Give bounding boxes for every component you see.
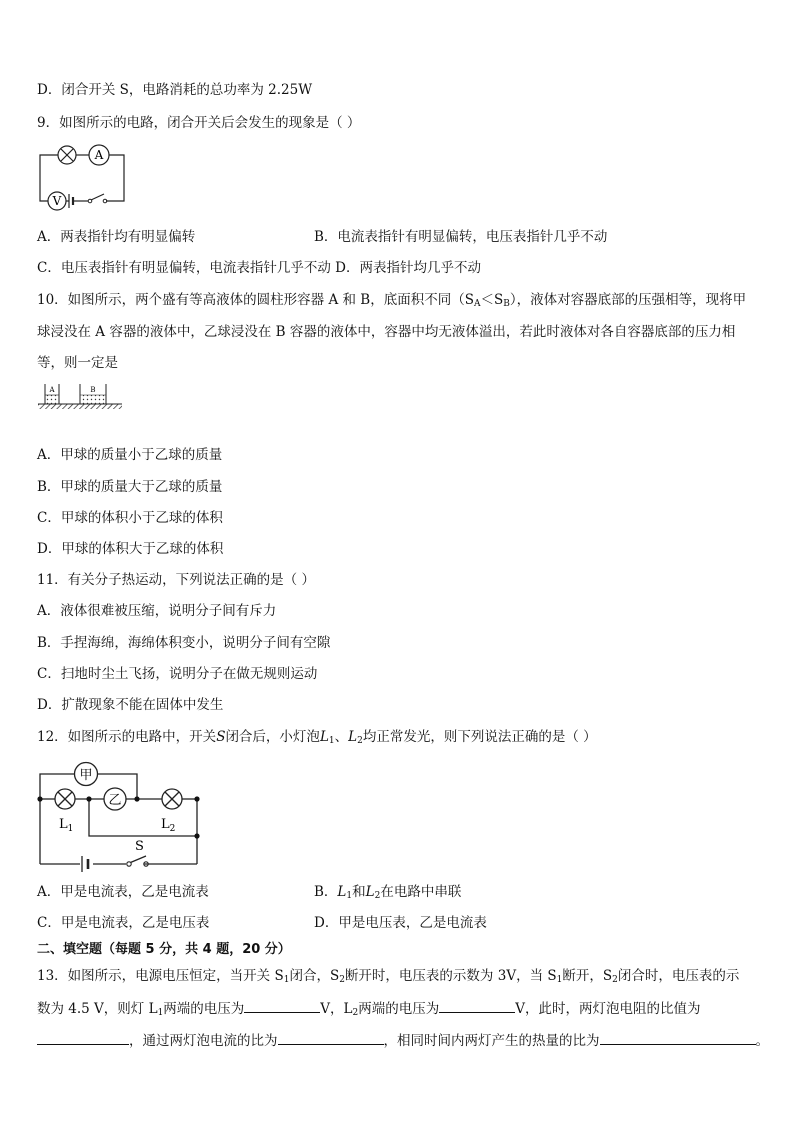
q9-option-a: A．两表指针均有明显偏转 [37,229,196,245]
q9-battery-icon [66,194,88,208]
q13-blank-heat-ratio[interactable] [600,1030,756,1045]
q12-lamp-l2-icon [162,789,182,809]
q11-option-c: C．扫地时尘土飞扬，说明分子在做无规则运动 [37,666,318,682]
q9-option-b: B．电流表指针有明显偏转，电压表指针几乎不动 [314,229,608,245]
q11-stem: 11．有关分子热运动，下列说法正确的是（ ） [37,572,315,588]
q11-option-a: A．液体很难被压缩，说明分子间有斥力 [37,603,277,619]
q13-blank-l2-voltage[interactable] [439,998,515,1013]
q11-option-d: D．扩散现象不能在固体中发生 [37,697,224,713]
q10-label-a: A [49,386,55,394]
q9-voltmeter-label: V [52,194,62,208]
q9-ammeter-label: A [94,148,104,162]
q13-blank-current-ratio[interactable] [278,1030,384,1045]
q10-label-b: B [90,386,96,394]
q9-ammeter-icon [89,145,109,165]
q10-stem-line3: 等，则一定是 [37,355,118,371]
q13-line2: 数为 4.5 V，则灯 $L_1$两端的电压为 V，$L_2$两端的电压为 V，此时，两灯泡电阻的比值为 [37,998,701,1023]
q12-lamp-l2-label: $L_2$ [161,817,176,834]
q12-switch-label: S [135,839,144,854]
q12-meter-jia-label: 甲 [79,768,93,783]
q12-lamp-l1-label: $L_1$ [59,817,74,834]
q12-option-b: B．$L_1$和$L_2$在电路中串联 [314,884,462,901]
q12-option-c: C．甲是电流表，乙是电压表 [37,915,210,931]
q10-option-d: D．甲球的体积大于乙球的体积 [37,541,224,557]
q10-option-b: B．甲球的质量大于乙球的质量 [37,479,223,495]
q12-meter-jia-icon [75,763,98,786]
q12-option-a: A．甲是电流表，乙是电流表 [37,884,209,900]
q8-option-d: D．闭合开关 S，电路消耗的总功率为 2.25W [37,82,313,98]
q10-option-c: C．甲球的体积小于乙球的体积 [37,510,223,526]
q10-ground [38,404,122,409]
q12-battery-icon [82,856,88,872]
q13-line1: 13．如图所示，电源电压恒定，当开关 $S_1$闭合，$S_2$断开时，电压表的示数为 3V，当 $S_1$断开，$S_2$闭合时，电压表的示 [37,968,740,985]
q13-blank-resistance-ratio[interactable] [37,1030,129,1045]
q10-containers-diagram [38,382,124,410]
q10-option-a: A．甲球的质量小于乙球的质量 [37,447,223,463]
q9-stem: 9．如图所示的电路，闭合开关后会发生的现象是（ ） [37,115,361,131]
q12-circuit-diagram [38,752,204,870]
q10-container-b [80,384,106,404]
q12-meter-yi-label: 乙 [108,793,122,808]
q11-option-b: B．手捏海绵，海绵体积变小，说明分子间有空隙 [37,635,331,651]
q12-lamp-l1-icon [55,789,75,809]
q9-option-c-d: C．电压表指针有明显偏转，电流表指针几乎不动 D．两表指针均几乎不动 [37,260,481,276]
q12-option-d: D．甲是电压表，乙是电流表 [314,915,487,931]
q9-circuit-diagram [36,143,136,215]
q10-stem-line2: 球浸没在 A 容器的液体中，乙球浸没在 B 容器的液体中，容器中均无液体溢出，若此时液体对各自容器底部的压力相 [37,324,736,340]
q10-stem-line1: 10．如图所示，两个盛有等高液体的圆柱形容器 A 和 B，底面积不同$(S_A<S_B)$，液体对容器底部的压强相等，现将甲 [37,292,747,309]
q12-stem: 12．如图所示的电路中，开关S闭合后，小灯泡$L_1$、$L_2$均正常发光，则下列说法正确的是（ ） [37,729,597,746]
q10-container-a [45,384,59,404]
q12-switch-icon [127,839,148,866]
section-heading-fill-in: 二、填空题（每题 5 分，共 4 题，20 分） [37,942,291,957]
q9-voltmeter-icon [48,192,66,210]
q13-blank-l1-voltage[interactable] [244,998,320,1013]
q9-lamp-icon [58,146,76,164]
q13-line3: ，通过两灯泡电流的比为 ，相同时间内两灯产生的热量的比为 。 [37,1030,769,1051]
q9-switch-icon [88,194,107,203]
q12-meter-yi-icon [104,788,126,810]
